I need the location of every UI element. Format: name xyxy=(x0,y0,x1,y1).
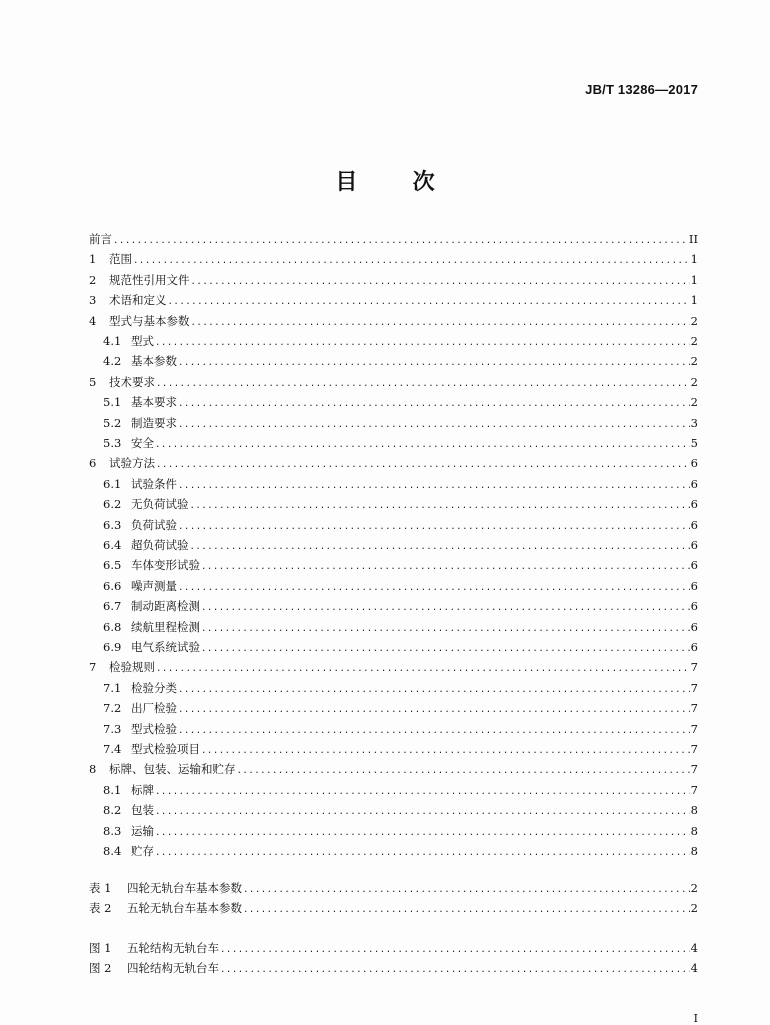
toc-entry-page: 2 xyxy=(690,881,698,895)
dot-leader xyxy=(178,680,690,700)
toc-subentry[interactable] xyxy=(89,515,698,535)
dot-leader xyxy=(113,231,688,251)
toc-entry-label: 四轮无轨台车基本参数 xyxy=(127,881,242,895)
toc-entry-page: 7 xyxy=(690,782,698,797)
toc-entry-label: 车体变形试验 xyxy=(131,558,200,573)
toc-entry-label: 制造要求 xyxy=(131,415,177,430)
toc-subentry[interactable] xyxy=(89,413,698,433)
toc-entry-label: 制动距离检测 xyxy=(131,599,200,614)
toc-entry-number: 图 1 xyxy=(89,941,112,955)
dot-leader xyxy=(243,900,690,920)
toc-entry-page: 7 xyxy=(690,660,698,675)
toc-entry-label: 安全 xyxy=(131,436,154,450)
toc-entry-label: 基本参数 xyxy=(131,354,177,369)
toc-subentry[interactable] xyxy=(89,800,698,820)
toc-subentry[interactable] xyxy=(89,596,698,616)
toc-entry-label: 标牌、包装、运输和贮存 xyxy=(109,762,236,777)
dot-leader xyxy=(237,761,690,781)
toc-entry[interactable] xyxy=(89,657,698,677)
dot-leader xyxy=(220,960,690,980)
toc-entry-page: 2 xyxy=(690,374,698,389)
dot-leader xyxy=(190,537,690,557)
toc-entry-number: 7.3 xyxy=(103,721,122,736)
toc-entry-number: 3 xyxy=(89,293,97,308)
toc-entry-number: 表 2 xyxy=(89,901,112,916)
toc-entry-page: 1 xyxy=(690,252,698,267)
toc-entry-number: 2 xyxy=(89,272,97,287)
toc-figure-entry[interactable] xyxy=(89,938,698,958)
toc-subentry[interactable] xyxy=(89,698,698,718)
toc-entry-page: 3 xyxy=(690,415,698,430)
toc-entry-label: 基本要求 xyxy=(131,395,177,410)
toc-entry-label: 四轮结构无轨台车 xyxy=(127,961,219,976)
toc-entry-number: 6 xyxy=(89,456,97,471)
toc-entry-page: 6 xyxy=(690,599,698,614)
dot-leader xyxy=(178,415,690,435)
page-number: I xyxy=(693,1012,698,1025)
toc-entry-page: II xyxy=(688,232,698,246)
toc-entry-label: 五轮结构无轨台车 xyxy=(127,941,219,955)
toc-subentry[interactable] xyxy=(89,576,698,596)
dot-leader xyxy=(155,782,690,802)
toc-entry-page: 2 xyxy=(690,901,698,916)
toc-entry-number: 5 xyxy=(89,374,97,389)
dot-leader xyxy=(178,353,690,373)
dot-leader xyxy=(155,435,690,455)
page-title xyxy=(0,165,770,196)
toc-entry[interactable] xyxy=(89,372,698,392)
toc-entry-page: 6 xyxy=(690,517,698,532)
toc-entry-number: 4.1 xyxy=(103,334,122,348)
dot-leader xyxy=(201,639,690,659)
toc-entry-label: 包装 xyxy=(131,803,154,818)
toc-entry-number: 6.6 xyxy=(103,578,122,593)
toc-entry-number: 6.4 xyxy=(103,538,122,552)
toc-entry-label: 术语和定义 xyxy=(109,293,167,308)
toc-entry-number: 6.1 xyxy=(103,476,122,491)
toc-entry-page: 7 xyxy=(690,701,698,716)
toc-entry-number: 4 xyxy=(89,313,97,328)
toc-entry-page: 8 xyxy=(690,844,698,858)
toc-entry-page: 2 xyxy=(690,313,698,328)
toc-entry-number: 8.1 xyxy=(103,782,122,797)
toc-entry[interactable] xyxy=(89,759,698,779)
toc-entry-number: 表 1 xyxy=(89,881,112,895)
toc-figure-entry[interactable] xyxy=(89,958,698,978)
toc-subentry[interactable] xyxy=(89,821,698,841)
toc-entry-page: 6 xyxy=(690,538,698,552)
toc-subentry[interactable] xyxy=(89,433,698,453)
dot-leader xyxy=(178,721,690,741)
toc-entry-page: 2 xyxy=(690,334,698,348)
toc-entry-page: 7 xyxy=(690,742,698,756)
toc-entry-number: 7.4 xyxy=(103,742,122,756)
title-char-2: 次 xyxy=(412,170,435,195)
toc-entry-page: 6 xyxy=(690,558,698,573)
toc-entry-label: 无负荷试验 xyxy=(131,497,189,512)
dot-leader xyxy=(201,741,690,761)
toc-entry-label: 超负荷试验 xyxy=(131,538,189,552)
dot-leader xyxy=(155,843,690,863)
toc-entry-label: 出厂检验 xyxy=(131,701,177,716)
toc-entry-label: 检验分类 xyxy=(131,680,177,695)
toc-table-entry[interactable] xyxy=(89,898,698,918)
dot-leader xyxy=(191,313,690,333)
toc-subentry[interactable] xyxy=(89,494,698,514)
toc-entry-number: 8.4 xyxy=(103,844,122,858)
toc-entry-label: 噪声测量 xyxy=(131,578,177,593)
toc-entry-page: 7 xyxy=(690,680,698,695)
toc-entry-label: 电气系统试验 xyxy=(131,640,200,654)
toc-entry-label: 技术要求 xyxy=(109,374,155,389)
toc-entry-label: 负荷试验 xyxy=(131,517,177,532)
dot-leader xyxy=(156,455,690,475)
standard-number: JB/T 13286—2017 xyxy=(585,82,698,97)
toc-entry-page: 1 xyxy=(690,272,698,287)
toc-table-entry[interactable] xyxy=(89,878,698,898)
toc-entry-number: 6.7 xyxy=(103,599,122,614)
toc-entry-label: 型式检验 xyxy=(131,721,177,736)
dot-leader xyxy=(155,802,690,822)
toc-entry-label: 型式 xyxy=(131,334,154,348)
toc-entry-number: 5.2 xyxy=(103,415,122,430)
toc-entry-number: 5.1 xyxy=(103,395,122,410)
toc-entry-number: 6.3 xyxy=(103,517,122,532)
toc-entry-label: 五轮无轨台车基本参数 xyxy=(127,901,242,916)
toc-entry-page: 5 xyxy=(690,436,698,450)
toc-entry-number: 8.3 xyxy=(103,823,122,838)
toc-subentry[interactable] xyxy=(89,555,698,575)
toc-subentry[interactable] xyxy=(89,719,698,739)
toc-entry-number: 6.9 xyxy=(103,640,122,654)
toc-subentry[interactable] xyxy=(89,351,698,371)
toc-entry-label: 贮存 xyxy=(131,844,154,858)
toc-entry-page: 2 xyxy=(690,395,698,410)
toc-entry-page: 8 xyxy=(690,803,698,818)
dot-leader xyxy=(178,578,690,598)
dot-leader xyxy=(220,940,690,960)
toc-entry-number: 4.2 xyxy=(103,354,122,369)
toc-entry-number: 7.2 xyxy=(103,701,122,716)
toc-entry-number: 7 xyxy=(89,660,97,675)
toc-entry-label: 型式与基本参数 xyxy=(109,313,190,328)
toc-subentry[interactable] xyxy=(89,841,698,861)
toc-entry[interactable] xyxy=(89,290,698,310)
toc-entry-page: 1 xyxy=(690,293,698,308)
toc-entry-page: 7 xyxy=(690,721,698,736)
toc-entry-label: 试验条件 xyxy=(131,476,177,491)
dot-leader xyxy=(155,823,690,843)
dot-leader xyxy=(201,557,690,577)
toc-subentry[interactable] xyxy=(89,739,698,759)
toc-entry-number: 7.1 xyxy=(103,680,122,695)
toc-entry-label: 运输 xyxy=(131,823,154,838)
dot-leader xyxy=(201,598,690,618)
toc-entry-page: 2 xyxy=(690,354,698,369)
toc-entry-page: 4 xyxy=(690,941,698,955)
dot-leader xyxy=(156,374,690,394)
toc-entry[interactable] xyxy=(89,249,698,269)
toc-entry-label: 规范性引用文件 xyxy=(109,272,190,287)
toc-entry[interactable] xyxy=(89,311,698,331)
dot-leader xyxy=(178,476,690,496)
dot-leader xyxy=(243,880,690,900)
toc-entry-label: 范围 xyxy=(109,252,132,267)
toc-subentry[interactable] xyxy=(89,678,698,698)
toc-entry-page: 8 xyxy=(690,823,698,838)
toc-subentry[interactable] xyxy=(89,617,698,637)
toc-entry-number: 6.8 xyxy=(103,619,122,634)
toc-entry-number: 图 2 xyxy=(89,961,112,976)
toc-entry-page: 6 xyxy=(690,640,698,654)
toc-subentry[interactable] xyxy=(89,780,698,800)
toc-entry-page: 6 xyxy=(690,578,698,593)
toc-entry-page: 7 xyxy=(690,762,698,777)
dot-leader xyxy=(201,619,690,639)
toc-entry[interactable] xyxy=(89,453,698,473)
toc-entry-label: 续航里程检测 xyxy=(131,619,200,634)
dot-leader xyxy=(156,659,690,679)
toc-entry-label: 试验方法 xyxy=(109,456,155,471)
dot-leader xyxy=(155,333,690,353)
toc-subentry[interactable] xyxy=(89,637,698,657)
dot-leader xyxy=(178,700,690,720)
toc-entry-page: 4 xyxy=(690,961,698,976)
dot-leader xyxy=(178,517,690,537)
toc-entry-label: 检验规则 xyxy=(109,660,155,675)
toc-entry-number: 8 xyxy=(89,762,97,777)
toc-subentry[interactable] xyxy=(89,535,698,555)
toc-entry-page: 6 xyxy=(690,456,698,471)
toc-entry-number: 8.2 xyxy=(103,803,122,818)
toc-entry-label: 标牌 xyxy=(131,782,154,797)
toc-entry-label: 型式检验项目 xyxy=(131,742,200,756)
toc-subentry[interactable] xyxy=(89,392,698,412)
toc-entry-page: 6 xyxy=(690,497,698,512)
toc-entry-number: 1 xyxy=(89,252,97,267)
title-char-1: 目 xyxy=(335,170,358,195)
toc-entry[interactable] xyxy=(89,270,698,290)
toc-entry-page: 6 xyxy=(690,476,698,491)
toc-entry-number: 5.3 xyxy=(103,436,122,450)
toc-entry-number: 6.2 xyxy=(103,497,122,512)
toc-entry[interactable] xyxy=(89,229,698,249)
toc-subentry[interactable] xyxy=(89,331,698,351)
toc-subentry[interactable] xyxy=(89,474,698,494)
dot-leader xyxy=(168,292,690,312)
toc-entry-label: 前言 xyxy=(89,232,112,246)
dot-leader xyxy=(191,272,690,292)
dot-leader xyxy=(178,394,690,414)
toc-entry-number: 6.5 xyxy=(103,558,122,573)
dot-leader xyxy=(190,496,690,516)
dot-leader xyxy=(133,251,690,271)
toc-entry-page: 6 xyxy=(690,619,698,634)
